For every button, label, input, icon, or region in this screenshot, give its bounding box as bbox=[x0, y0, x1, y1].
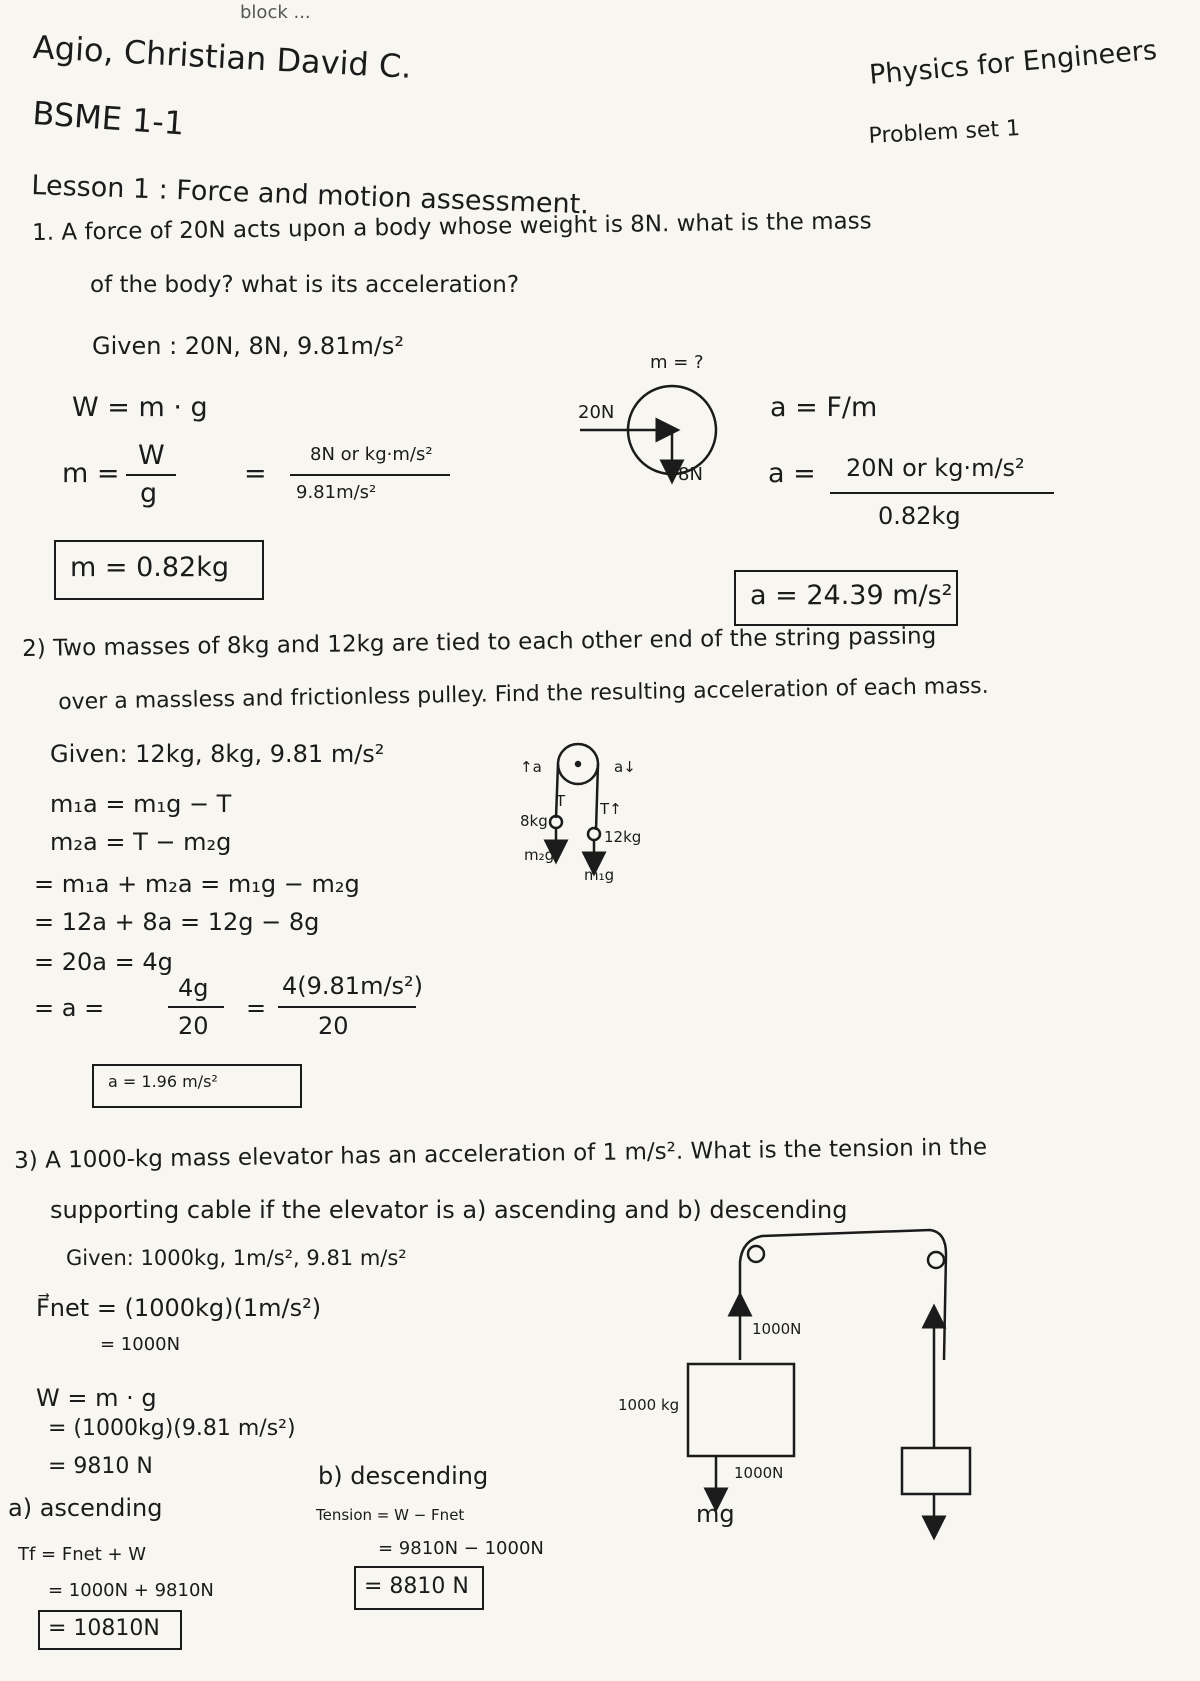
p2-diagram-accel-right: a↓ bbox=[614, 758, 636, 776]
p3-fnet-line2: = 1000N bbox=[100, 1334, 181, 1355]
p3-question-line1: 3) A 1000-kg mass elevator has an acceleration of 1 m/s². What is the tension in the bbox=[14, 1134, 988, 1174]
p2-given: Given: 12kg, 8kg, 9.81 m/s² bbox=[50, 740, 385, 768]
p3-descending-title: b) descending bbox=[318, 1462, 489, 1490]
p3-diagram-up-force: 1000N bbox=[752, 1320, 802, 1338]
p3-descending-result: = 8810 N bbox=[364, 1574, 469, 1599]
p3-counterweight bbox=[902, 1448, 970, 1494]
p1-diagram-force-label: 20N bbox=[578, 402, 615, 423]
course-title: Physics for Engineers bbox=[868, 34, 1159, 91]
p2-string-left bbox=[556, 764, 558, 818]
p2-frac1-denominator: 20 bbox=[178, 1012, 209, 1040]
p3-diagram-weight: mg bbox=[696, 1500, 735, 1528]
p1-mass-denominator: g bbox=[140, 478, 158, 509]
lesson-title: Lesson 1 : Force and motion assessment. bbox=[30, 170, 590, 221]
p3-pulley-left bbox=[748, 1246, 764, 1262]
p1-accel-denominator: 0.82kg bbox=[878, 502, 961, 530]
p2-diagram-weight-left: m₂g bbox=[524, 846, 555, 864]
p3-diagram-down-force: 1000N bbox=[734, 1464, 784, 1482]
p3-weight-line2: = (1000kg)(9.81 m/s²) bbox=[48, 1416, 296, 1441]
p2-equation-1: m₁a = m₁g − T bbox=[50, 790, 232, 818]
p3-fnet-line1: F⃗net = (1000kg)(1m/s²) bbox=[36, 1294, 322, 1322]
p1-question-line1: 1. A force of 20N acts upon a body whose weight is 8N. what is the mass bbox=[32, 208, 872, 246]
p1-mass-denominator-2: 9.81m/s² bbox=[296, 482, 377, 503]
p1-question-line2: of the body? what is its acceleration? bbox=[90, 272, 520, 298]
p3-descending-substitution: = 9810N − 1000N bbox=[378, 1538, 544, 1559]
p3-descending-formula: Tension = W − Fnet bbox=[316, 1506, 465, 1524]
p3-cable bbox=[740, 1230, 946, 1360]
p2-diagram-mass-left: 8kg bbox=[520, 812, 548, 830]
p3-diagram-mass: 1000 kg bbox=[618, 1396, 680, 1414]
p3-ascending-formula: Tf = Fnet + W bbox=[18, 1544, 147, 1565]
p2-equation-3: = m₁a + m₂a = m₁g − m₂g bbox=[34, 870, 360, 898]
p2-frac1-numerator: 4g bbox=[178, 974, 209, 1002]
p1-accel-lhs: a = bbox=[768, 458, 816, 489]
problem-set-label: Problem set 1 bbox=[868, 116, 1021, 149]
p2-frac2-denominator: 20 bbox=[318, 1012, 349, 1040]
student-section: BSME 1-1 bbox=[31, 94, 186, 143]
p2-diagram-accel-left: ↑a bbox=[520, 758, 542, 776]
p1-mass-result: m = 0.82kg bbox=[70, 552, 229, 583]
top-scribble: block ... bbox=[240, 2, 311, 23]
p1-mass-numerator: W bbox=[138, 440, 165, 471]
p3-weight-line1: W = m · g bbox=[36, 1384, 157, 1412]
p3-elevator-box bbox=[688, 1364, 794, 1456]
p2-equation-2: m₂a = T − m₂g bbox=[50, 828, 232, 856]
p1-equals: = bbox=[244, 458, 267, 489]
p2-question-line1: 2) Two masses of 8kg and 12kg are tied to each other end of the string passing bbox=[22, 623, 937, 662]
p3-pulley-right bbox=[928, 1252, 944, 1268]
p2-equation-4: = 12a + 8a = 12g − 8g bbox=[34, 908, 320, 936]
p2-mass-right bbox=[588, 828, 600, 840]
p3-ascending-substitution: = 1000N + 9810N bbox=[48, 1580, 214, 1601]
p2-result: a = 1.96 m/s² bbox=[108, 1072, 218, 1091]
p2-diagram-tension-left: T bbox=[556, 792, 566, 810]
p3-weight-line3: = 9810 N bbox=[48, 1454, 153, 1479]
p1-accel-result: a = 24.39 m/s² bbox=[750, 580, 953, 611]
p2-diagram-mass-right: 12kg bbox=[604, 828, 642, 846]
p2-accel-lhs: = a = bbox=[34, 994, 105, 1022]
p2-diagram-tension-right: T↑ bbox=[600, 800, 622, 818]
p3-ascending-result: = 10810N bbox=[48, 1616, 160, 1641]
p2-question-line2: over a massless and frictionless pulley. Find the resulting acceleration of each mass. bbox=[58, 673, 989, 715]
p1-accel-formula: a = F/m bbox=[770, 392, 878, 423]
p1-given: Given : 20N, 8N, 9.81m/s² bbox=[92, 332, 405, 360]
p2-equals: = bbox=[246, 994, 267, 1022]
p1-diagram-mass-label: m = ? bbox=[650, 352, 704, 373]
p3-ascending-title: a) ascending bbox=[8, 1494, 163, 1522]
p1-accel-numerator: 20N or kg·m/s² bbox=[846, 454, 1025, 482]
p2-frac2-numerator: 4(9.81m/s²) bbox=[282, 972, 424, 1000]
p3-given: Given: 1000kg, 1m/s², 9.81 m/s² bbox=[66, 1246, 407, 1270]
p2-diagram-weight-right: m₁g bbox=[584, 866, 615, 884]
p1-diagram-weight-label: 8N bbox=[678, 464, 703, 485]
p3-question-line2: supporting cable if the elevator is a) ascending and b) descending bbox=[50, 1196, 848, 1224]
p1-mass-numerator-2: 8N or kg·m/s² bbox=[310, 444, 433, 465]
p2-equation-5: = 20a = 4g bbox=[34, 948, 173, 976]
p1-mass-lhs: m = bbox=[62, 458, 120, 489]
student-name: Agio, Christian David C. bbox=[32, 28, 413, 86]
p1-weight-formula: W = m · g bbox=[72, 392, 208, 423]
